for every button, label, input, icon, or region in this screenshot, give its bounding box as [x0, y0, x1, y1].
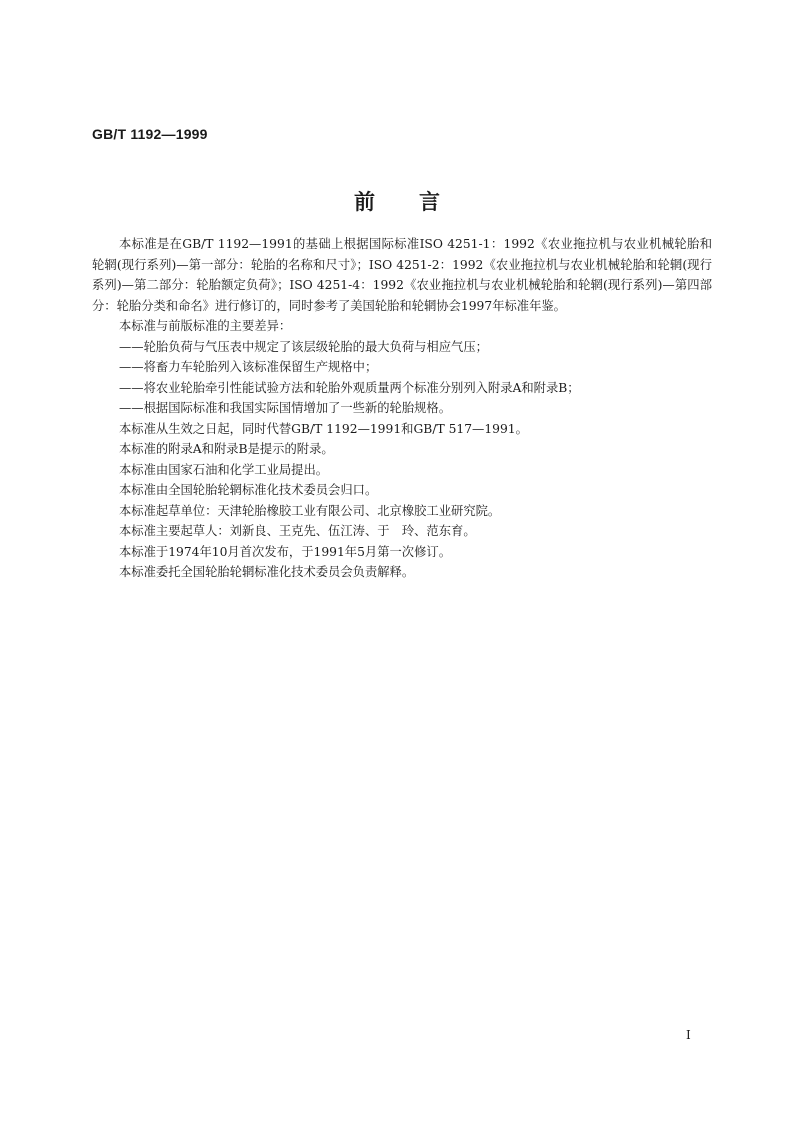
standard-code: GB/T 1192—1999	[92, 126, 208, 142]
page-title: 前言	[354, 189, 484, 214]
paragraph-drafters: 本标准主要起草人：刘新良、王克先、伍江涛、于 玲、范东育。	[119, 524, 476, 538]
paragraph-history: 本标准于1974年10月首次发布，于1991年5月第一次修订。	[119, 544, 451, 559]
list-item-difference-4: ——根据国际标准和我国实际国情增加了一些新的轮胎规格。	[119, 401, 452, 415]
paragraph-annexes: 本标准的附录A和附录B是提示的附录。	[119, 442, 334, 456]
paragraph-proposer: 本标准由国家石油和化学工业局提出。	[119, 462, 329, 477]
paragraph-intro: 本标准是在GB/T 1192—1991的基础上根据国际标准ISO 4251-1：1992《农业拖拉机与农业机械轮胎和轮辋(现行系列)—第一部分：轮胎的名称和尺寸》；ISO 4251-2：1992《农业拖拉机与农业机械轮胎和轮辋(现行系列)—第二部分：轮胎额定负荷》；ISO 4251-4：1992《农业拖拉机与农业机械轮胎和轮辋(现行系列)—第四部分：轮胎分类和命名》进行修订的，同时参考了美国轮胎和轮辋协会1997年标准年鉴。	[92, 237, 712, 313]
list-item-difference-3: ——将农业轮胎牵引性能试验方法和轮胎外观质量两个标准分别列入附录A和附录B；	[119, 380, 580, 395]
list-item-difference-1: ——轮胎负荷与气压表中规定了该层级轮胎的最大负荷与相应气压；	[119, 339, 488, 354]
page-number: I	[686, 1028, 691, 1042]
paragraph-supersedes: 本标准从生效之日起，同时代替GB/T 1192—1991和GB/T 517—1991。	[119, 421, 528, 436]
paragraph-interpretation: 本标准委托全国轮胎轮辋标准化技术委员会负责解释。	[119, 565, 415, 579]
paragraph-differences-heading: 本标准与前版标准的主要差异：	[119, 319, 292, 333]
paragraph-committee: 本标准由全国轮胎轮辋标准化技术委员会归口。	[119, 483, 378, 497]
paragraph-drafting-units: 本标准起草单位：天津轮胎橡胶工业有限公司、北京橡胶工业研究院。	[119, 503, 501, 518]
foreword-body	[92, 234, 712, 583]
list-item-difference-2: ——将畜力车轮胎列入该标准保留生产规格中；	[119, 360, 378, 374]
